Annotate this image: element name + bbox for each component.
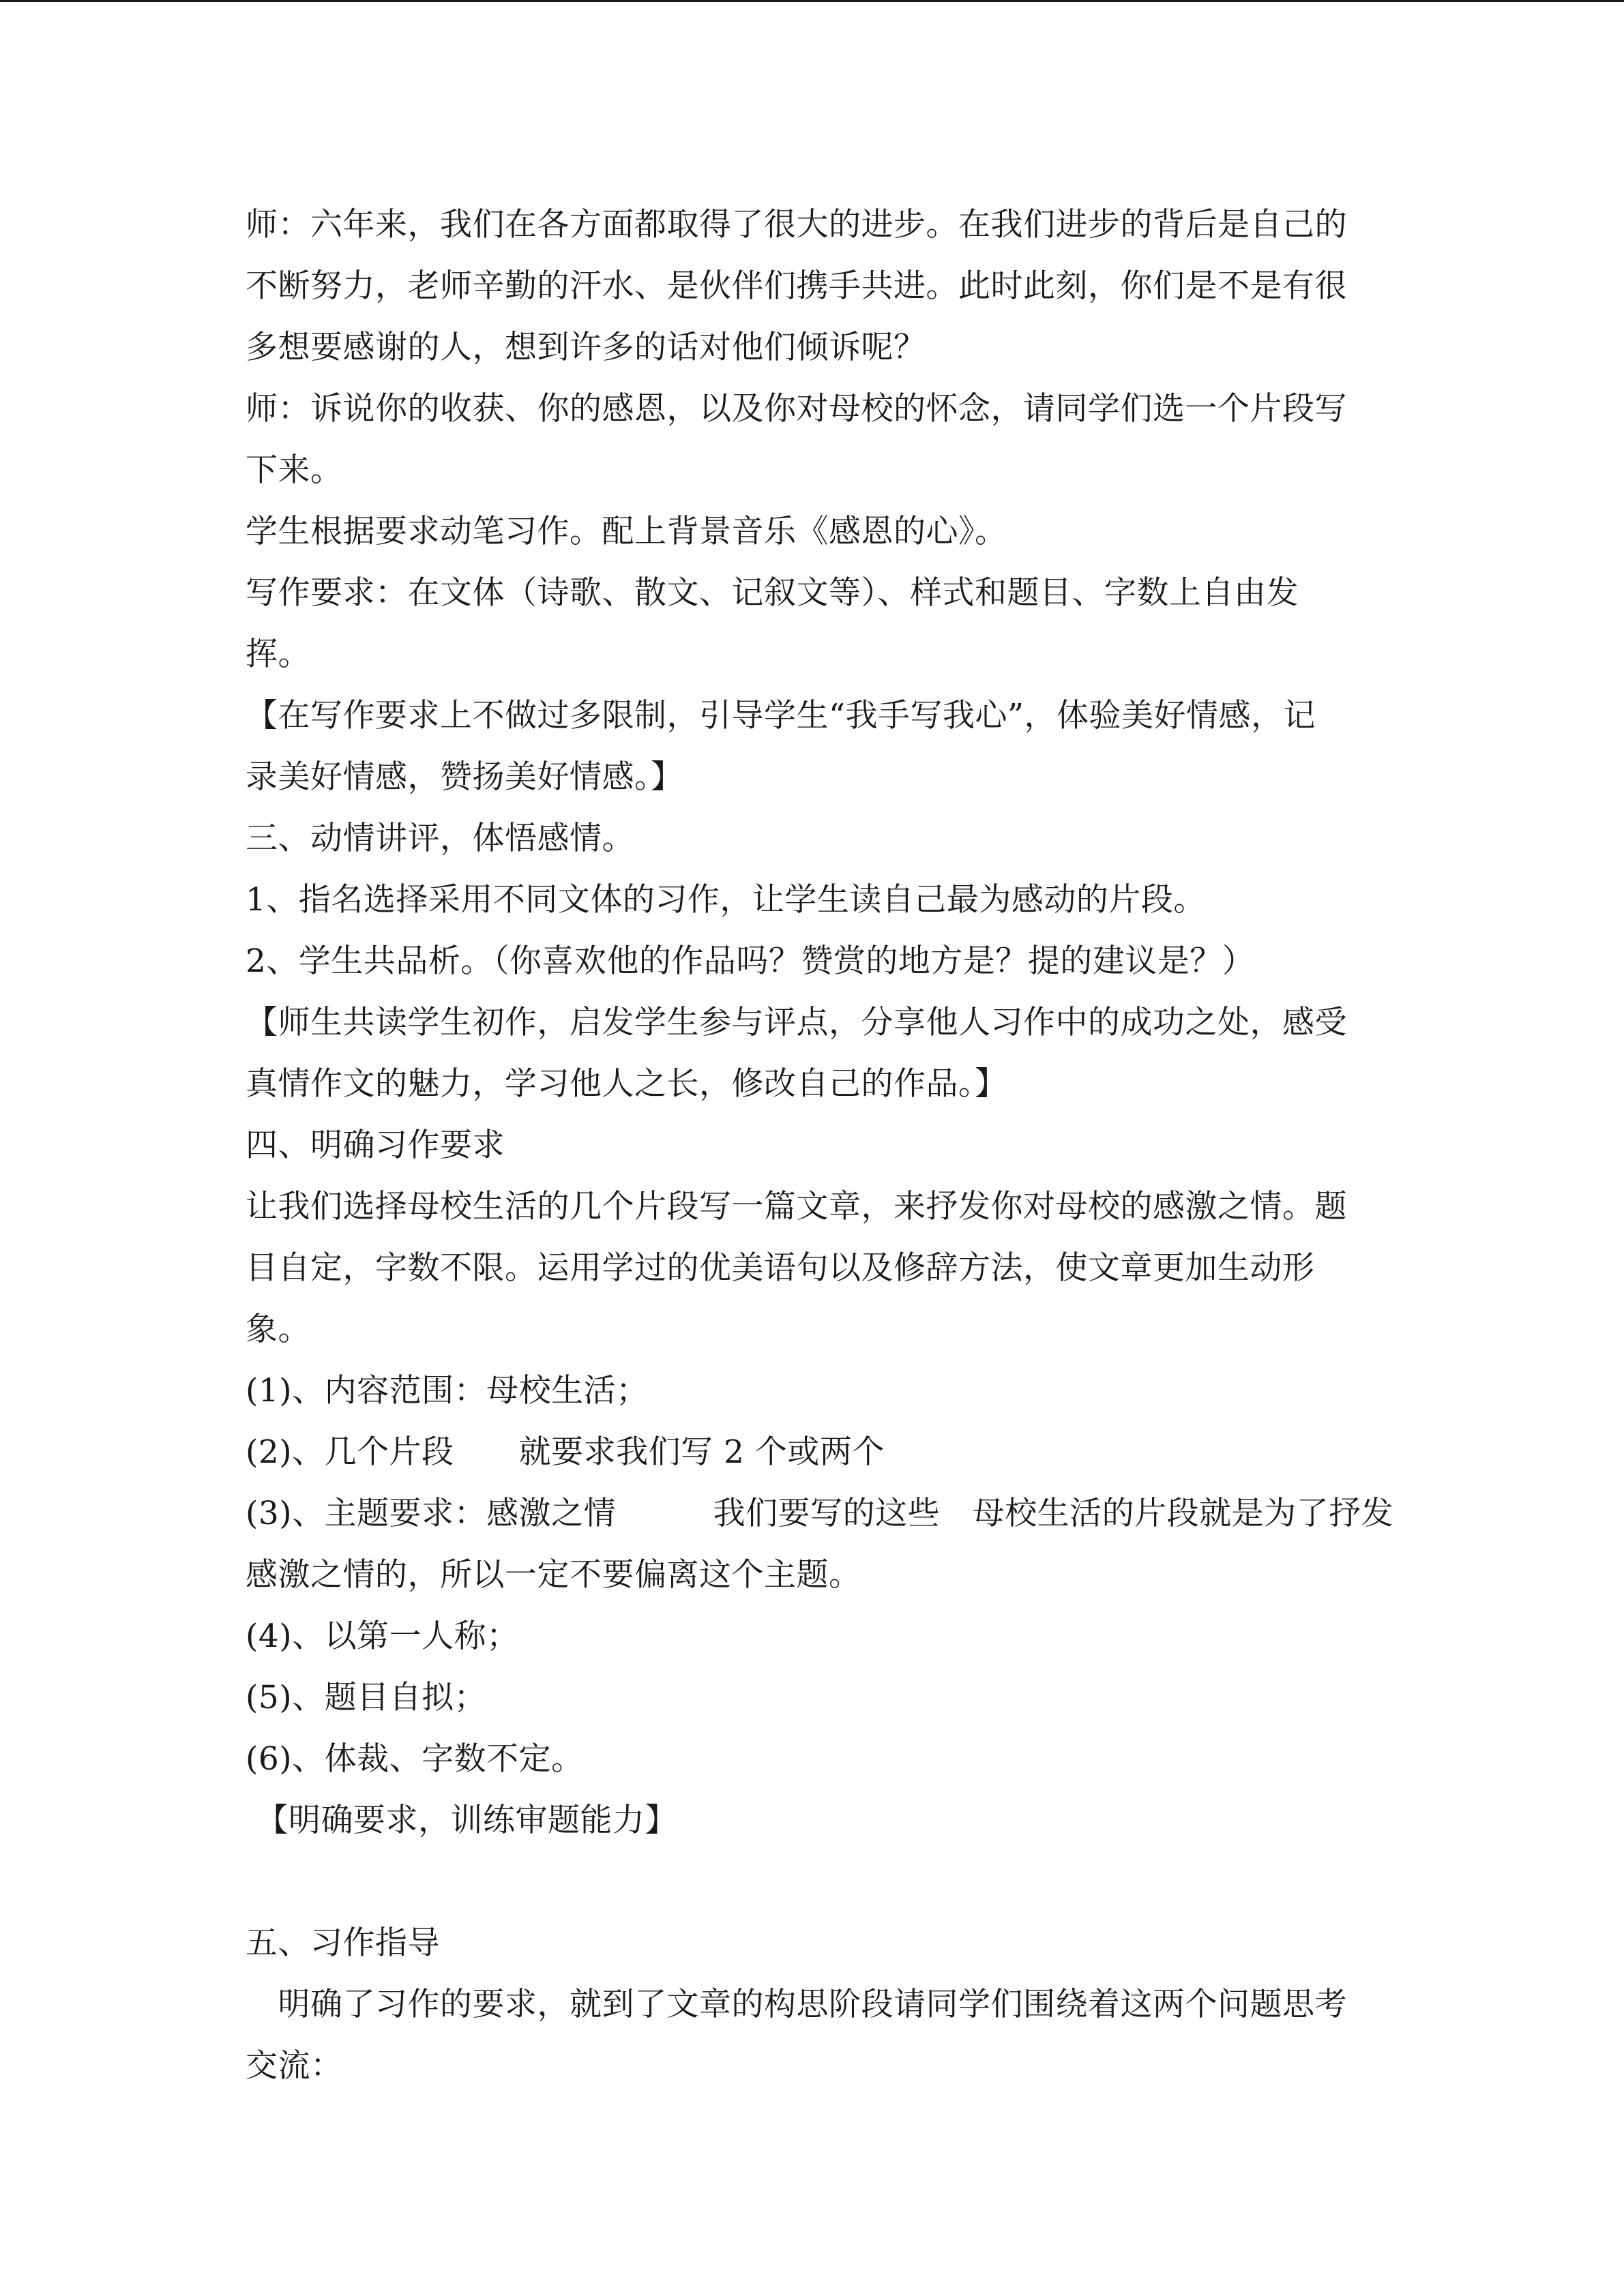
text-line: 目自定，字数不限。运用学过的优美语句以及修辞方法，使文章更加生动形 bbox=[246, 1249, 1315, 1287]
text-line: 【明确要求，训练审题能力】 bbox=[246, 1802, 677, 1839]
text-line: 不断努力，老师辛勤的汗水、是伙伴们携手共进。此时此刻，你们是不是有很 bbox=[246, 267, 1347, 305]
text-line: 感激之情的，所以一定不要偏离这个主题。 bbox=[246, 1556, 861, 1594]
text-line: 学生根据要求动笔习作。配上背景音乐《感恩的心》。 bbox=[246, 513, 1007, 550]
list-item: (2)、几个片段 就要求我们写 2 个或两个 bbox=[246, 1433, 885, 1471]
text-line: 多想要感谢的人，想到许多的话对他们倾诉呢？ bbox=[246, 329, 926, 366]
text-line: 挥。 bbox=[246, 636, 310, 673]
section-heading: 五、习作指导 bbox=[246, 1924, 440, 1962]
text-line: 让我们选择母校生活的几个片段写一篇文章，来抒发你对母校的感激之情。题 bbox=[246, 1188, 1347, 1225]
text-line: 明确了习作的要求，就到了文章的构思阶段请同学们围绕着这两个问题思考 bbox=[246, 1986, 1347, 2023]
text-line: 象。 bbox=[246, 1311, 310, 1348]
text-line: 【师生共读学生初作，启发学生参与评点，分享他人习作中的成功之处，感受 bbox=[246, 1004, 1347, 1041]
section-heading: 三、动情讲评，体悟感情。 bbox=[246, 820, 634, 857]
list-item: (4)、以第一人称； bbox=[246, 1617, 519, 1655]
list-item: (5)、题目自拟； bbox=[246, 1679, 487, 1716]
text-line: 师：六年来，我们在各方面都取得了很大的进步。在我们进步的背后是自己的 bbox=[246, 206, 1347, 243]
text-line: 交流： bbox=[246, 2047, 343, 2085]
text-line: 写作要求：在文体（诗歌、散文、记叙文等）、样式和题目、字数上自由发 bbox=[246, 574, 1299, 612]
list-item: 1、指名选择采用不同文体的习作，让学生读自己最为感动的片段。 bbox=[246, 881, 1206, 919]
page-top-border bbox=[0, 0, 1624, 2]
text-line: 录美好情感，赞扬美好情感。】 bbox=[246, 758, 683, 796]
text-line: 真情作文的魅力，学习他人之长，修改自己的作品。】 bbox=[246, 1065, 1007, 1103]
text-line: 【在写作要求上不做过多限制，引导学生“我手写我心”，体验美好情感，记 bbox=[246, 697, 1316, 734]
list-item: 2、学生共品析。（你喜欢他的作品吗？赞赏的地方是？提的建议是？） bbox=[246, 942, 1255, 980]
text-line: 师：诉说你的收获、你的感恩，以及你对母校的怀念，请同学们选一个片段写 bbox=[246, 390, 1347, 428]
list-item: (6)、体裁、字数不定。 bbox=[246, 1740, 584, 1778]
list-item: (3)、主题要求：感激之情 我们要写的这些 母校生活的片段就是为了抒发 bbox=[246, 1495, 1394, 1532]
section-heading: 四、明确习作要求 bbox=[246, 1127, 505, 1164]
text-line: 下来。 bbox=[246, 451, 343, 489]
list-item: (1)、内容范围：母校生活； bbox=[246, 1372, 649, 1410]
